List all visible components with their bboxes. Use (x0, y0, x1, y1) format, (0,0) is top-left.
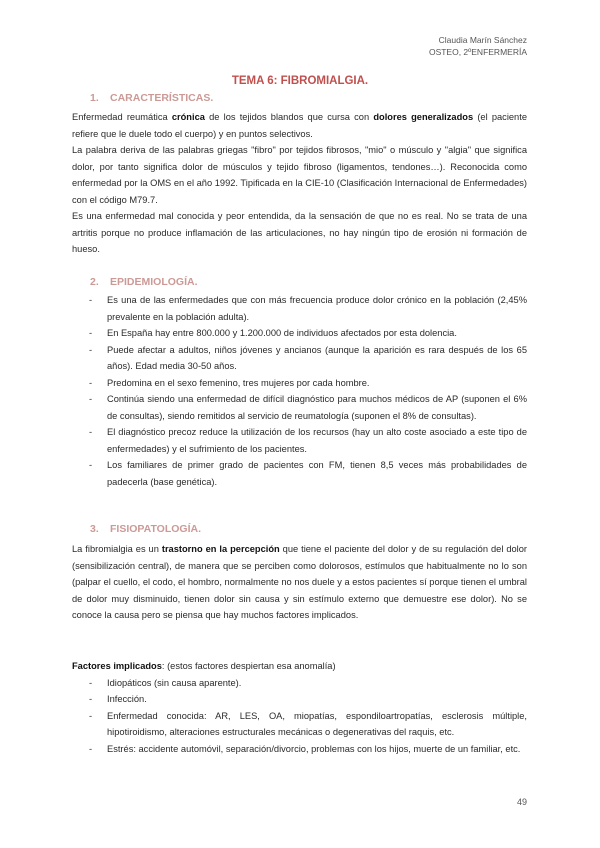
list-item-text: En España hay entre 800.000 y 1.200.000 de individuos afectados por esta dolencia. (107, 328, 457, 338)
list-item (72, 325, 527, 342)
dash-bullet: - (89, 344, 93, 355)
page-title: TEMA 6: FIBROMIALGIA. (231, 75, 369, 87)
text-run: La palabra deriva de las palabras griegas "fibro" por tejidos fibrosos, "mio" o músculo y "algia" que significa dolor, por tanto significa dolor de músculos y tejido fibroso (ligamentos, tendones…). Reconocida como enfermedad por la OMS en el año 1992. Tipificada en la CIE-10 (Clasificación Internacional de Enfermedades) con el código M79.7. (72, 145, 527, 205)
list-item-text: Idiopáticos (sin causa aparente). (107, 677, 242, 688)
list-item (72, 691, 527, 708)
text-run: que tiene el paciente del dolor y de su regulación del dolor (sensibilización central), de manera que se perciben como dolorosos, estímulos que habitualmente no lo son (palpar el cuello, el codo, el hombro, normalmente no nos duele y a estos pacientes sí porque tienen el umbral de dolor muy disminuido, tienen dolor sin causa y sin estímulo externo que demuestre ese dolor). No se conoce la causa pero se piensa que hay muchos factores implicados. (72, 544, 528, 620)
list-item (72, 741, 527, 758)
section-title: EPIDEMIOLOGÍA. (110, 276, 198, 288)
text-run: de los tejidos blandos que cursa con (204, 112, 374, 122)
list-item-text: Predomina en el sexo femenino, tres mujeres por cada hombre. (107, 377, 370, 388)
list-item-text: Enfermedad conocida: AR, LES, OA, miopatías, espondiloartropatías, esclerosis múltiple, hipotiroidismo, alteraciones estructurales mecánicas o degenerativas del raquis, etc. (107, 710, 527, 737)
factores-list (72, 675, 527, 758)
paragraph (72, 208, 527, 258)
dash-bullet: - (89, 394, 93, 404)
list-item (72, 342, 527, 375)
list-item-text: Es una de las enfermedades que con más frecuencia produce dolor crónico en la población (2,45% prevalente en la población adulta). (107, 295, 527, 322)
factores-block (72, 658, 527, 757)
dash-bullet: - (89, 710, 93, 721)
header-author: Claudia Marín Sánchez (438, 35, 527, 45)
epidemiologia-list-wrap (72, 292, 527, 490)
list-item (72, 457, 527, 490)
paragraph (72, 109, 527, 142)
section-heading-epidemiologia (90, 276, 198, 288)
paragraph (72, 541, 527, 624)
dash-bullet: - (89, 743, 93, 754)
fisiopatologia-text (72, 541, 527, 624)
section-title: CARACTERÍSTICAS. (110, 92, 214, 104)
dash-bullet: - (89, 295, 93, 305)
list-item-text: Los familiares de primer grado de pacientes con FM, tienen 8,5 veces más probabilidades de padecerla (base genética). (107, 460, 527, 487)
list-item-text: Estrés: accidente automóvil, separación/divorcio, problemas con los hijos, muerte de un familiar, etc. (107, 743, 521, 754)
text-run: Enfermedad reumática (72, 112, 172, 122)
list-item-text: Puede afectar a adultos, niños jóvenes y ancianos (aunque la aparición es rara después de los 65 años). Edad media 30-50 años. (107, 344, 527, 371)
list-item (72, 391, 527, 424)
text-run: Es una enfermedad mal conocida y peor entendida, da la sensación de que no es real. No se trata de una artritis porque no produce inflamación de las articulaciones, no hay ningún tipo de erosión ni formación de hueso. (72, 211, 527, 254)
section-number: 1. (90, 92, 99, 104)
text-run: (el paciente refiere que le duele todo el cuerpo) y en puntos selectivos. (72, 112, 527, 139)
list-item (72, 292, 527, 325)
dash-bullet: - (89, 677, 93, 688)
dash-bullet: - (89, 377, 93, 388)
dash-bullet: - (89, 460, 93, 470)
factores-note: : (estos factores despiertan esa anomalía) (161, 661, 336, 671)
section-heading-caracteristicas (90, 92, 213, 104)
paragraph (72, 142, 527, 208)
list-item (72, 675, 527, 692)
bold-text: trastorno en la percepción (161, 544, 280, 554)
list-item (72, 708, 527, 741)
list-item-text: El diagnóstico precoz reduce la utilización de los recursos (hay un alto coste asociado a este tipo de enfermedades) y el sufrimiento de los pacientes. (107, 427, 527, 454)
factores-intro (72, 658, 527, 675)
list-item (72, 375, 527, 392)
dash-bullet: - (89, 427, 93, 437)
dash-bullet: - (89, 694, 93, 704)
list-item-text: Continúa siendo una enfermedad de difícil diagnóstico para muchos médicos de AP (suponen el 6% de consultas), siendo remitidos al servicio de reumatología (suponen el 8% de consultas). (107, 394, 527, 421)
factores-label: Factores implicados (72, 661, 162, 671)
page-number: 49 (516, 797, 527, 807)
list-item-text: Infección. (107, 694, 147, 704)
dash-bullet: - (89, 328, 93, 338)
text-run: La fibromialgia es un (72, 544, 162, 554)
epidemiologia-list (72, 292, 527, 490)
section-title: FISIOPATOLOGÍA. (110, 523, 202, 535)
bold-text: crónica (171, 112, 205, 122)
list-item (72, 424, 527, 457)
section-number: 2. (90, 276, 99, 288)
header-course: OSTEO, 2ºENFERMERÍA (428, 47, 527, 57)
section-number: 3. (90, 523, 99, 535)
caracteristicas-text (72, 109, 527, 258)
section-heading-fisiopatologia (90, 523, 201, 535)
bold-text: dolores generalizados (373, 112, 474, 122)
